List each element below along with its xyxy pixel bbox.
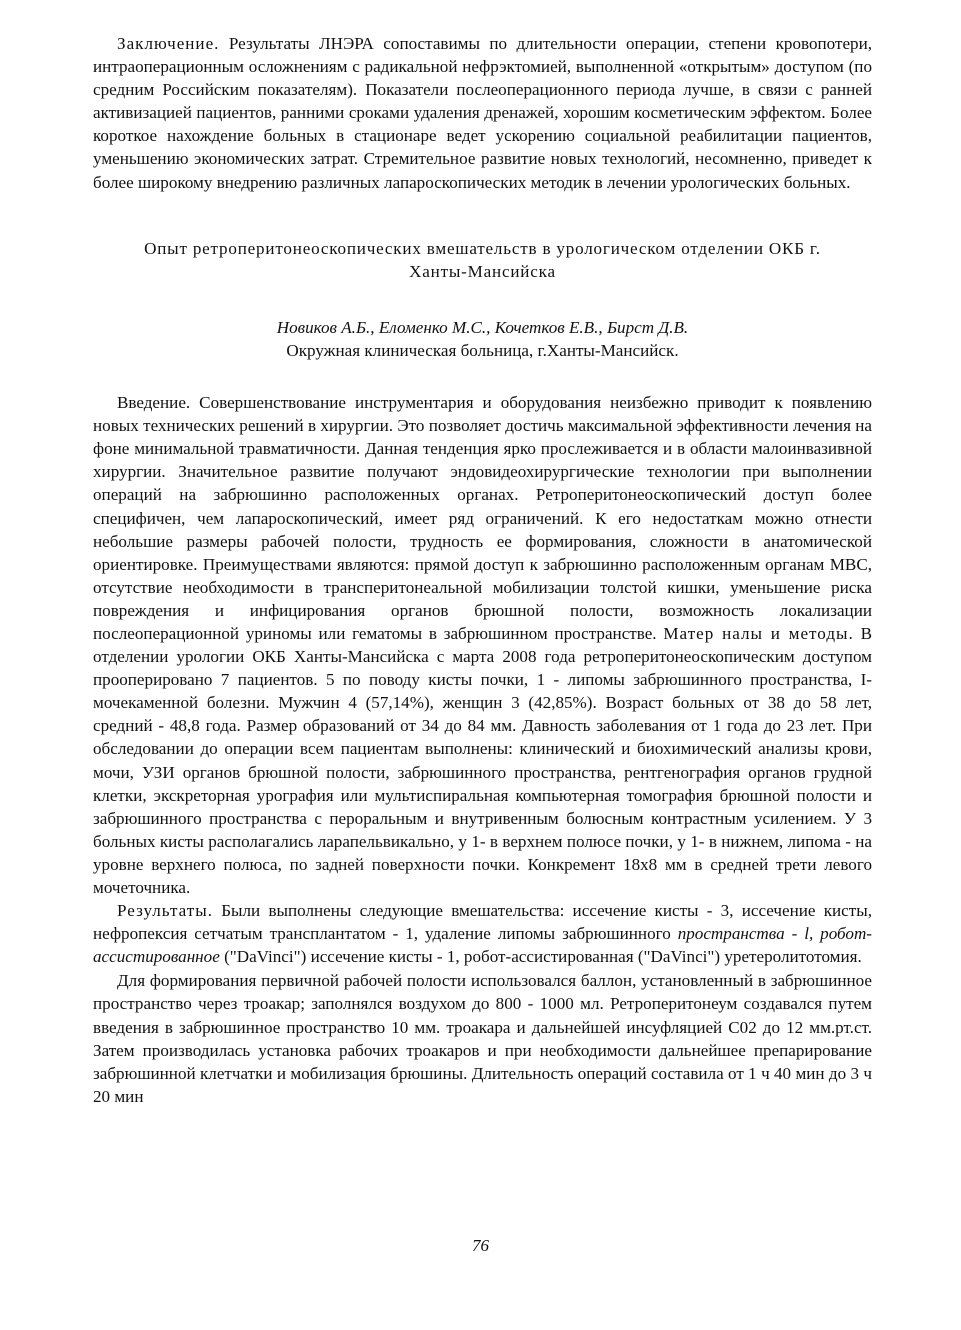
results-text-italic: пространства - l, робот-ассистированное <box>93 924 872 967</box>
page-body <box>93 32 872 1108</box>
results-paragraph <box>93 899 872 968</box>
results-text-b: ("DaVinci") иссечение кисты - 1, робот-ассистированная ("DaVinci") уретеролитотомия. <box>219 947 862 967</box>
article-title-line1: Опыт ретроперитонеоскопических вмешательств в урологическом отделении ОКБ г. <box>144 238 821 258</box>
methods-label: Матер налы и методы. <box>663 623 854 643</box>
conclusion-paragraph <box>93 32 872 194</box>
results-text-a: Были выполнены следующие вмешательства: иссечение кисты - 3, иссечение кисты, нефропексия сетчатым трансплантатом - 1, удаление липомы забрюшинного <box>93 901 872 944</box>
article-authors: Новиков А.Б., Еломенко М.С., Кочетков Е.В., Бирст Д.В. <box>276 317 689 337</box>
article-title-line2: Ханты-Мансийска <box>409 261 556 281</box>
intro-paragraph <box>93 391 872 899</box>
method-paragraph: Для формирования первичной рабочей полости использовался баллон, установленный в забрюшинное пространство через троакар; заполнялся воздухом до 800 - 1000 мл. Ретроперитонеум создавался путем введения в забрюшинное пространство 10 мм. троакара и дальнейшей инсуфляцией С02 до 12 мм.рт.ст. Затем производилась установка рабочих троакаров и при необходимости дальнейшее препарирование забрюшинной клетчатки и мобилизация брюшины. Длительность операций составила от 1 ч 40 мин до 3 ч 20 мин <box>93 971 872 1106</box>
intro-text: Совершенствование инструментария и оборудования неизбежно приводит к появлению новых технических решений в хирургии. Это позволяет достичь максимальной эффективности лечения на фоне минимальной травматичности. Данная тенденция ярко прослеживается и в области малоинвазивной хирургии. Значительное развитие получают эндовидеохирургические технологии при выполнении операций на забрюшинно расположенных органах. Ретроперитонеоскопический доступ более специфичен, чем лапароскопический, имеет ряд ограничений. К его недостаткам можно отнести небольшие размеры рабочей полости, трудность ее формирования, сложности в анатомической ориентировке. Преимуществами являются: прямой доступ к забрюшинно расположенным органам МВС, отсутствие необходимости в трансперитонеальной мобилизации толстой кишки, уменьшение риска повреждения и инфицирования органов брюшной полости, возможность локализации послеоперационной уриномы или гематомы в забрюшинном пространстве. <box>93 393 872 643</box>
results-label: Результаты. <box>117 901 213 921</box>
article-affiliation: Окружная клиническая больница, г.Ханты-Мансийск. <box>286 340 679 360</box>
conclusion-label: Заключение. <box>117 34 220 53</box>
article-header <box>93 237 872 362</box>
intro-label: Введение. <box>117 393 191 413</box>
page-number: 76 <box>472 1236 489 1255</box>
conclusion-text: Результаты ЛНЭРА сопоставимы по длительности операции, степени кровопотери, интраоперационным осложнениям с радикальной нефрэктомией, выполненной «открытым» доступом (по средним Российским показателям). Показатели послеоперационного периода лучше, в связи с ранней активизацией пациентов, ранними сроками удаления дренажей, хорошим косметическим эффектом. Более короткое нахождение больных в стационаре ведет ускорению социальной реабилитации пациентов, уменьшению экономических затрат. Стремительное развитие новых технологий, несомненно, приведет к более широкому внедрению различных лапароскопических методик в лечении урологических больных. <box>93 34 872 192</box>
methods-text: В отделении урологии ОКБ Ханты-Мансийска с марта 2008 года ретроперитонеоскопическим доступом прооперировано 7 пациентов. 5 по поводу кисты почки, 1 - липомы забрюшинного пространства, I- мочекаменной болезни. Мужчин 4 (57,14%), женщин 3 (42,85%). Возраст больных от 38 до 58 лет, средний - 48,8 года. Размер образований от 34 до 84 мм. Давность заболевания от 1 года до 23 лет. При обследовании до операции всем пациентам выполнены: клинический и биохимический анализы крови, мочи, УЗИ органов брюшной полости, забрюшинного пространства, рентгенография органов грудной клетки, экскреторная урография или мультиспиральная компьютерная томография брюшной полости и забрюшинного пространства с пероральным и внутривенным болюсным контрастным усилением. У 3 больных кисты располагались ларапельвикально, у 1- в верхнем полюсе почки, у 1- в нижнем, липома - на уровне верхнего полюса, по задней поверхности почки. Конкремент 18х8 мм в средней трети левого мочеточника. <box>93 623 872 897</box>
